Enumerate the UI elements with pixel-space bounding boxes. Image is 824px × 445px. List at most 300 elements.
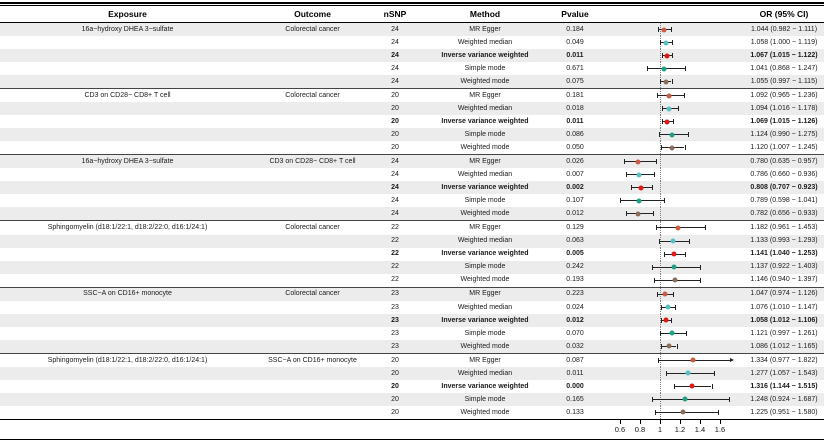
ci-cap-left	[647, 66, 648, 71]
nsnp-cell: 24	[391, 51, 399, 59]
nsnp-cell: 24	[391, 184, 399, 192]
forest-plot-cell	[600, 115, 744, 128]
pvalue-cell: 0.011	[566, 118, 584, 126]
ci-cap-right	[718, 410, 719, 415]
ci-cap-left	[657, 93, 658, 98]
exposure-cell	[0, 235, 255, 248]
ci-cap-left	[658, 27, 659, 32]
or-ci-cell: 1.069 (1.015 − 1.126)	[750, 118, 818, 126]
ci-cap-left	[658, 358, 659, 363]
or-point-marker	[667, 106, 672, 111]
ci-cap-right	[652, 185, 653, 190]
method-cell: MR Egger	[469, 224, 501, 232]
table-row	[0, 141, 824, 154]
ci-cap-left	[661, 145, 662, 150]
forest-plot-cell	[600, 274, 744, 287]
table-row	[0, 49, 824, 62]
exposure-cell	[0, 274, 255, 287]
table-row	[0, 327, 824, 340]
table-row	[0, 261, 824, 274]
nsnp-cell: 20	[391, 144, 399, 152]
nsnp-cell: 20	[391, 356, 399, 364]
ci-cap-left	[654, 278, 655, 283]
forest-plot-cell	[600, 235, 744, 248]
forest-plot-cell	[600, 23, 744, 36]
or-point-marker	[636, 211, 641, 216]
or-ci-cell: 1.055 (0.997 − 1.115)	[750, 77, 818, 85]
ci-line	[656, 227, 705, 228]
ci-cap-right	[677, 344, 678, 349]
table-row	[0, 274, 824, 287]
or-ci-cell: 1.044 (0.982 − 1.111)	[750, 25, 818, 33]
or-ci-cell: 1.041 (0.868 − 1.247)	[750, 64, 818, 72]
or-point-marker	[676, 225, 681, 230]
table-row	[0, 88, 824, 102]
table-row	[0, 340, 824, 353]
ci-arrow-right	[730, 358, 734, 362]
forest-plot-cell	[600, 354, 744, 367]
reference-line	[660, 367, 661, 380]
table-row	[0, 168, 824, 181]
ci-cap-left	[659, 239, 660, 244]
forest-plot-cell	[600, 75, 744, 88]
pvalue-cell: 0.193	[566, 276, 584, 284]
table-row	[0, 115, 824, 128]
table-row	[0, 235, 824, 248]
table-row	[0, 393, 824, 406]
ci-cap-left	[631, 185, 632, 190]
exposure-cell	[0, 207, 255, 220]
or-ci-cell: 1.225 (0.951 − 1.580)	[750, 408, 818, 416]
ci-cap-right	[729, 397, 730, 402]
pvalue-cell: 0.049	[566, 38, 584, 46]
or-ci-cell: 1.058 (1.000 − 1.119)	[750, 38, 818, 46]
table-row	[0, 207, 824, 220]
reference-line	[660, 155, 661, 168]
pvalue-cell: 0.011	[566, 51, 584, 59]
exposure-cell	[0, 367, 255, 380]
ci-line	[652, 267, 700, 268]
method-cell: Simple mode	[464, 395, 506, 403]
or-point-marker	[636, 159, 641, 164]
or-ci-cell: 1.277 (1.057 − 1.543)	[750, 369, 818, 377]
pvalue-cell: 0.070	[566, 329, 584, 337]
method-cell: MR Egger	[469, 290, 501, 298]
or-point-marker	[671, 239, 676, 244]
forest-plot-cell	[600, 314, 744, 327]
or-ci-cell: 1.094 (1.016 − 1.178)	[750, 105, 818, 113]
nsnp-cell: 22	[391, 263, 399, 271]
axis-tick	[700, 420, 701, 424]
table-row	[0, 248, 824, 261]
method-cell: Inverse variance weighted	[441, 316, 529, 324]
pvalue-cell: 0.011	[566, 369, 584, 377]
ci-cap-left	[674, 384, 675, 389]
header-nsnp: nSNP	[383, 9, 407, 19]
exposure-cell	[0, 261, 255, 274]
or-point-marker	[662, 66, 667, 71]
outcome-cell	[255, 380, 370, 393]
table-row	[0, 380, 824, 393]
header-plot-spacer	[600, 6, 744, 22]
method-cell: Inverse variance weighted	[441, 184, 529, 192]
axis-tick-label: 1.4	[694, 424, 706, 434]
nsnp-cell: 20	[391, 118, 399, 126]
ci-cap-right	[671, 27, 672, 32]
forest-plot-cell	[600, 301, 744, 314]
forest-plot-cell	[600, 380, 744, 393]
ci-cap-right	[700, 278, 701, 283]
outcome-cell	[255, 207, 370, 220]
reference-line	[660, 181, 661, 194]
forest-plot-cell	[600, 62, 744, 75]
forest-plot-cell	[600, 89, 744, 102]
or-point-marker	[663, 40, 668, 45]
or-point-marker	[662, 27, 667, 32]
outcome-cell	[255, 141, 370, 154]
exposure-cell	[0, 340, 255, 353]
ci-cap-left	[657, 292, 658, 297]
method-cell: Weighted median	[457, 105, 513, 113]
outcome-cell: CD3 on CD28− CD8+ T cell	[269, 158, 356, 166]
forest-plot-cell	[600, 141, 744, 154]
or-ci-cell: 1.316 (1.144 − 1.515)	[750, 382, 818, 390]
or-point-marker	[636, 198, 641, 203]
header-method: Method	[469, 9, 501, 19]
forest-plot-cell	[600, 367, 744, 380]
exposure-cell	[0, 194, 255, 207]
nsnp-cell: 23	[391, 316, 399, 324]
ci-cap-right	[705, 225, 706, 230]
pvalue-cell: 0.024	[566, 303, 584, 311]
method-cell: Weighted median	[457, 237, 513, 245]
ci-line	[655, 412, 718, 413]
nsnp-cell: 24	[391, 64, 399, 72]
ci-cap-right	[700, 265, 701, 270]
or-ci-cell: 1.067 (1.015 − 1.122)	[750, 51, 818, 59]
nsnp-cell: 24	[391, 210, 399, 218]
table-row	[0, 102, 824, 115]
ci-line	[620, 200, 664, 201]
exposure-cell	[0, 62, 255, 75]
nsnp-cell: 23	[391, 329, 399, 337]
table-row	[0, 194, 824, 207]
ci-cap-right	[678, 106, 679, 111]
nsnp-cell: 22	[391, 224, 399, 232]
ci-cap-right	[712, 384, 713, 389]
ci-cap-left	[660, 331, 661, 336]
axis-tick-label: 1.2	[674, 424, 686, 434]
pvalue-cell: 0.086	[566, 131, 584, 139]
table-row	[0, 75, 824, 88]
forest-plot-cell	[600, 207, 744, 220]
nsnp-cell: 20	[391, 369, 399, 377]
or-ci-cell: 1.047 (0.974 − 1.126)	[750, 290, 818, 298]
ci-cap-left	[661, 344, 662, 349]
table-row	[0, 128, 824, 141]
ci-cap-left	[626, 172, 627, 177]
or-ci-cell: 0.808 (0.707 − 0.923)	[750, 184, 818, 192]
method-cell: MR Egger	[469, 356, 501, 364]
outcome-cell	[255, 301, 370, 314]
reference-line	[660, 168, 661, 181]
or-point-marker	[664, 119, 669, 124]
ci-cap-left	[620, 198, 621, 203]
outcome-cell	[255, 128, 370, 141]
forest-plot-cell	[600, 168, 744, 181]
ci-cap-right	[689, 239, 690, 244]
exposure-cell: SSC−A on CD16+ monocyte	[83, 290, 172, 298]
or-ci-cell: 1.146 (0.940 − 1.397)	[750, 276, 818, 284]
ci-cap-left	[662, 53, 663, 58]
or-ci-cell: 0.780 (0.635 − 0.957)	[750, 158, 818, 166]
or-point-marker	[672, 278, 677, 283]
or-point-marker	[670, 132, 675, 137]
or-ci-cell: 1.058 (1.012 − 1.106)	[750, 316, 818, 324]
or-point-marker	[666, 344, 671, 349]
exposure-cell	[0, 168, 255, 181]
or-ci-cell: 1.120 (1.007 − 1.245)	[750, 144, 818, 152]
outcome-cell	[255, 393, 370, 406]
method-cell: Weighted median	[457, 38, 513, 46]
header-pvalue: Pvalue	[561, 9, 589, 19]
or-point-marker	[664, 53, 669, 58]
or-point-marker	[662, 292, 667, 297]
ci-cap-left	[660, 40, 661, 45]
forest-plot-cell	[600, 393, 744, 406]
nsnp-cell: 20	[391, 382, 399, 390]
nsnp-cell: 23	[391, 303, 399, 311]
method-cell: MR Egger	[469, 158, 501, 166]
or-point-marker	[680, 410, 685, 415]
or-ci-cell: 1.121 (0.997 − 1.261)	[750, 329, 818, 337]
ci-cap-right	[685, 252, 686, 257]
forest-plot-cell	[600, 221, 744, 234]
nsnp-cell: 20	[391, 131, 399, 139]
x-axis	[600, 420, 744, 439]
ci-cap-right	[685, 145, 686, 150]
nsnp-cell: 20	[391, 105, 399, 113]
ci-cap-left	[655, 410, 656, 415]
method-cell: Inverse variance weighted	[441, 51, 529, 59]
or-point-marker	[667, 93, 672, 98]
ci-cap-right	[673, 292, 674, 297]
exposure-cell	[0, 102, 255, 115]
pvalue-cell: 0.032	[566, 342, 584, 350]
ci-cap-right	[672, 79, 673, 84]
forest-plot-cell	[600, 288, 744, 301]
or-point-marker	[682, 397, 687, 402]
or-ci-cell: 1.334 (0.977 − 1.822)	[750, 356, 818, 364]
exposure-cell: Sphingomyelin (d18:1/22:1, d18:2/22:0, d16:1/24:1)	[47, 224, 208, 232]
nsnp-cell: 24	[391, 158, 399, 166]
or-point-marker	[670, 331, 675, 336]
pvalue-cell: 0.026	[566, 158, 584, 166]
method-cell: Simple mode	[464, 263, 506, 271]
method-cell: MR Egger	[469, 25, 501, 33]
pvalue-cell: 0.242	[566, 263, 584, 271]
ci-cap-left	[666, 371, 667, 376]
exposure-cell	[0, 380, 255, 393]
outcome-cell	[255, 181, 370, 194]
outcome-cell: Colorectal cancer	[285, 25, 340, 33]
or-point-marker	[638, 185, 643, 190]
table-row	[0, 36, 824, 49]
or-point-marker	[636, 172, 641, 177]
exposure-cell: 16a−hydroxy DHEA 3−sulfate	[81, 158, 174, 166]
or-ci-cell: 1.133 (0.993 − 1.293)	[750, 237, 818, 245]
method-cell: Simple mode	[464, 329, 506, 337]
pvalue-cell: 0.075	[566, 77, 584, 85]
pvalue-cell: 0.063	[566, 237, 584, 245]
axis-tick	[720, 420, 721, 424]
exposure-cell	[0, 181, 255, 194]
table-body	[0, 23, 824, 420]
ci-cap-right	[675, 305, 676, 310]
nsnp-cell: 20	[391, 92, 399, 99]
method-cell: Weighted median	[457, 171, 513, 179]
or-ci-cell: 1.124 (0.990 − 1.275)	[750, 131, 818, 139]
exposure-cell	[0, 314, 255, 327]
table-bottom-rule	[0, 439, 824, 440]
nsnp-cell: 24	[391, 25, 399, 33]
table-row	[0, 301, 824, 314]
exposure-cell: 16a−hydroxy DHEA 3−sulfate	[81, 25, 174, 33]
table-row	[0, 23, 824, 36]
axis-tick	[680, 420, 681, 424]
or-ci-cell: 1.248 (0.924 − 1.687)	[750, 395, 818, 403]
nsnp-cell: 20	[391, 408, 399, 416]
exposure-cell	[0, 75, 255, 88]
nsnp-cell: 24	[391, 77, 399, 85]
method-cell: Inverse variance weighted	[441, 382, 529, 390]
method-cell: Weighted mode	[460, 276, 510, 284]
ci-cap-left	[659, 132, 660, 137]
reference-line	[660, 207, 661, 220]
exposure-cell	[0, 248, 255, 261]
pvalue-cell: 0.129	[566, 224, 584, 232]
pvalue-cell: 0.012	[566, 210, 584, 218]
forest-plot-cell	[600, 327, 744, 340]
forest-plot-cell	[600, 406, 744, 419]
outcome-cell	[255, 274, 370, 287]
ci-cap-right	[653, 211, 654, 216]
nsnp-cell: 24	[391, 38, 399, 46]
outcome-cell: Colorectal cancer	[285, 290, 340, 298]
method-cell: Simple mode	[464, 197, 506, 205]
outcome-cell	[255, 406, 370, 419]
method-cell: Weighted median	[457, 369, 513, 377]
ci-cap-right	[688, 132, 689, 137]
ci-cap-right	[654, 172, 655, 177]
pvalue-cell: 0.007	[566, 171, 584, 179]
pvalue-cell: 0.005	[566, 250, 584, 258]
ci-cap-left	[664, 252, 665, 257]
or-ci-cell: 0.782 (0.656 − 0.933)	[750, 210, 818, 218]
reference-line	[660, 248, 661, 261]
forest-plot-cell	[600, 36, 744, 49]
or-ci-cell: 0.786 (0.660 − 0.936)	[750, 171, 818, 179]
or-ci-cell: 1.182 (0.961 − 1.453)	[750, 224, 818, 232]
forest-plot-cell	[600, 248, 744, 261]
method-cell: Weighted mode	[460, 210, 510, 218]
or-point-marker	[685, 371, 690, 376]
nsnp-cell: 22	[391, 237, 399, 245]
or-point-marker	[671, 265, 676, 270]
axis-tick-label: 0.6	[614, 424, 626, 434]
pvalue-cell: 0.671	[566, 64, 584, 72]
axis-tick	[620, 420, 621, 424]
ci-cap-left	[660, 79, 661, 84]
nsnp-cell: 24	[391, 197, 399, 205]
ci-cap-right	[672, 40, 673, 45]
forest-plot-cell	[600, 155, 744, 168]
ci-cap-left	[626, 211, 627, 216]
table-row	[0, 154, 824, 168]
nsnp-cell: 22	[391, 250, 399, 258]
ci-cap-right	[686, 331, 687, 336]
or-point-marker	[663, 318, 668, 323]
ci-cap-right	[673, 119, 674, 124]
ci-cap-right	[672, 53, 673, 58]
method-cell: Weighted mode	[460, 342, 510, 350]
or-point-marker	[663, 79, 668, 84]
or-point-marker	[691, 358, 696, 363]
forest-plot-cell	[600, 181, 744, 194]
or-ci-cell: 1.086 (1.012 − 1.165)	[750, 342, 818, 350]
or-ci-cell: 0.789 (0.598 − 1.041)	[750, 197, 818, 205]
ci-cap-right	[684, 93, 685, 98]
nsnp-cell: 22	[391, 276, 399, 284]
header-outcome: Outcome	[294, 9, 331, 19]
nsnp-cell: 23	[391, 342, 399, 350]
pvalue-cell: 0.012	[566, 316, 584, 324]
ci-cap-right	[714, 371, 715, 376]
ci-cap-right	[671, 318, 672, 323]
outcome-cell	[255, 261, 370, 274]
ci-cap-left	[661, 305, 662, 310]
or-ci-cell: 1.092 (0.965 − 1.236)	[750, 92, 818, 99]
nsnp-cell: 20	[391, 395, 399, 403]
outcome-cell	[255, 235, 370, 248]
outcome-cell	[255, 115, 370, 128]
axis-tick	[640, 420, 641, 424]
outcome-cell	[255, 314, 370, 327]
outcome-cell: Colorectal cancer	[285, 92, 340, 99]
forest-plot-cell	[600, 49, 744, 62]
axis-row	[0, 420, 824, 439]
pvalue-cell: 0.133	[566, 408, 584, 416]
nsnp-cell: 24	[391, 171, 399, 179]
pvalue-cell: 0.050	[566, 144, 584, 152]
exposure-cell	[0, 406, 255, 419]
outcome-cell	[255, 194, 370, 207]
outcome-cell: Colorectal cancer	[285, 224, 340, 232]
ci-cap-right	[664, 198, 665, 203]
ci-cap-left	[652, 397, 653, 402]
axis-tick-label: 1.6	[714, 424, 726, 434]
pvalue-cell: 0.184	[566, 25, 584, 33]
outcome-cell	[255, 75, 370, 88]
forest-plot-cell	[600, 194, 744, 207]
forest-plot-cell	[600, 102, 744, 115]
method-cell: Weighted median	[457, 303, 513, 311]
forest-plot-cell	[600, 261, 744, 274]
forest-plot-cell	[600, 128, 744, 141]
ci-cap-left	[662, 106, 663, 111]
pvalue-cell: 0.087	[566, 356, 584, 364]
outcome-cell	[255, 102, 370, 115]
